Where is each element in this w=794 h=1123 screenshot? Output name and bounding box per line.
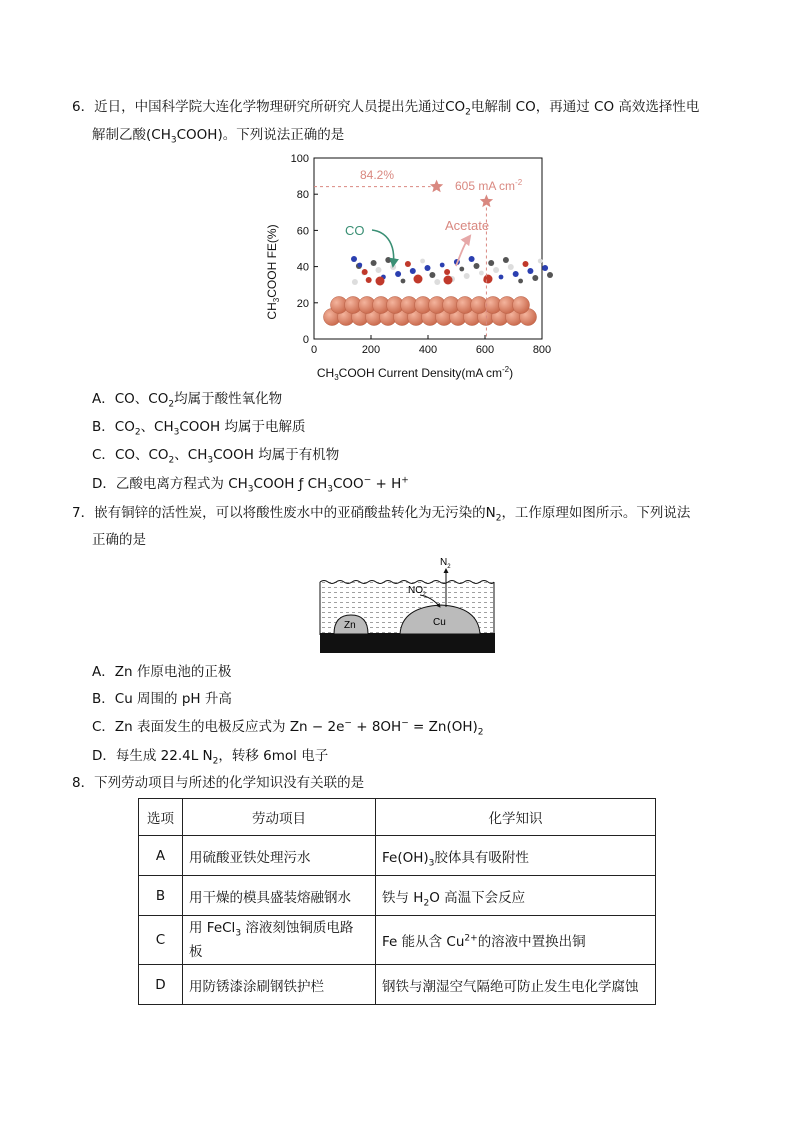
row-option: D	[139, 965, 183, 1005]
q7-option-a[interactable]	[92, 663, 231, 681]
no2-label: NO− 2	[408, 585, 427, 598]
oxygen-atom	[414, 275, 423, 284]
q7-option-d[interactable]	[92, 747, 328, 765]
row-knowledge: Fe 能从含 $Cu^{2+}$的溶液中置换出铜	[376, 916, 656, 965]
molecule-atom	[469, 256, 475, 262]
molecule-atom	[474, 263, 480, 269]
fe-chart	[260, 148, 560, 382]
q6-a-text: CO、CO	[114, 391, 169, 407]
molecule-atom	[366, 277, 372, 283]
q6-line2-b: )。下列说法正确的是	[217, 127, 345, 143]
oxygen-atom	[376, 277, 385, 286]
table-header-row	[139, 799, 656, 836]
table-row	[139, 916, 656, 965]
q7-b-text: B．Cu 周围的 pH 升高	[92, 691, 232, 707]
q6-d-sub1: 3	[247, 484, 254, 495]
x-tick-label: 0	[310, 344, 318, 356]
q6-d-text-c: COO	[333, 476, 364, 492]
header-knowledge: 化学知识	[376, 799, 656, 836]
table-row	[139, 876, 656, 916]
q6-d-text: 乙酸电离方程式为 CH	[115, 476, 248, 492]
molecule-atom	[352, 279, 358, 285]
y-tick-label: 100	[290, 153, 309, 165]
molecule-atom	[488, 260, 494, 266]
q8-text: 下列劳动项目与所述的化学知识没有关联的是	[94, 775, 365, 791]
row-knowledge: 铁与 $H_2O$ 高温下会反应	[376, 876, 656, 916]
density-label: 605 mA $cm^{-2}$	[455, 178, 523, 193]
q7-n2: N	[485, 505, 496, 521]
q7-option-c[interactable]	[92, 718, 484, 736]
molecule-atom	[464, 273, 470, 279]
molecule-atom	[371, 260, 377, 266]
molecule-atom	[523, 261, 529, 267]
molecule-atom	[503, 257, 509, 263]
row-option: C	[139, 916, 183, 965]
y-tick-label: 20	[296, 297, 309, 310]
x-tick-label: 200	[361, 344, 381, 356]
q6-b-label: B．	[92, 419, 115, 435]
molecule-atom	[385, 257, 391, 263]
y-tick-label: 60	[296, 225, 309, 238]
acetate-arrow	[456, 236, 470, 266]
molecule-atom	[351, 256, 357, 262]
q6-formula-b: COOH	[176, 127, 218, 143]
acetate-label: Acetate	[445, 218, 490, 233]
q6-c-text-c: COOH 均属于有机物	[213, 447, 340, 463]
q6-co2-sub: 2	[465, 107, 471, 118]
q6-d-text-b: COOH ƒ CH	[253, 476, 328, 492]
q6-option-d[interactable]	[92, 475, 409, 493]
q6-c-text-b: 、CH	[174, 447, 208, 463]
molecule-atom	[429, 272, 435, 278]
row-option: A	[139, 836, 183, 876]
q6-d-sup1: −	[363, 475, 372, 486]
molecule-atom	[542, 265, 548, 271]
row-knowledge: $Fe(OH)_3$胶体具有吸附性	[376, 836, 656, 876]
molecule-atom	[376, 267, 382, 273]
q7-c-text-c: = Zn	[408, 719, 447, 735]
q7-c-sup2: −	[401, 718, 409, 729]
co-label: CO	[345, 223, 365, 238]
q7-d-sub: 2	[212, 756, 219, 767]
q7-d-text-b: ，转移 6mol 电子	[218, 748, 329, 764]
q7-number: 7．	[72, 505, 95, 521]
q6-option-c[interactable]	[92, 446, 339, 464]
molecule-atom	[405, 261, 411, 267]
copper-atom	[513, 297, 530, 314]
cu-zn-carbon-diagram	[316, 555, 498, 655]
q6-d-sub2: 3	[327, 484, 333, 495]
q6-c-text: CO、CO	[114, 447, 169, 463]
q6-co2: CO	[445, 99, 466, 115]
molecule-atom	[425, 265, 431, 271]
molecule-atom	[357, 263, 362, 268]
q6-c-sub2: 3	[207, 455, 214, 466]
molecule-atom	[479, 271, 484, 276]
q6-text2: 电解制 CO，再通过 CO 高效选择性电	[470, 99, 700, 115]
q7-a-text: A．Zn 作原电池的正极	[92, 664, 232, 680]
q7-option-b[interactable]	[92, 690, 232, 708]
molecule-atom	[434, 279, 440, 285]
q6-formula-a: CH	[151, 127, 171, 143]
q6-a-label: A．	[92, 391, 115, 407]
data-point-star-1	[480, 194, 493, 207]
q6-b-text: CO	[114, 419, 135, 435]
row-task: 用干燥的模具盛装熔融钢水	[183, 876, 376, 916]
molecule-atom	[459, 267, 464, 272]
molecule-atom	[444, 269, 450, 275]
oxygen-atom	[444, 276, 453, 285]
q7-line2: 正确的是	[92, 532, 146, 548]
molecule-atom	[499, 275, 504, 280]
q7-c-sup1: −	[344, 718, 352, 729]
q7-stem-line2	[92, 531, 146, 549]
molecule-atom	[513, 271, 519, 277]
molecule-atom	[493, 267, 499, 273]
q6-d-label: D．	[92, 476, 116, 492]
y-tick-label: 40	[296, 261, 309, 274]
q6-d-sup2: +	[401, 475, 409, 486]
q7-c-text: C．Zn 表面发生的电极反应式为 Zn − 2e	[92, 719, 345, 735]
x-axis-label: $CH_3COOH$ Current Density(mA $cm^{-2}$)	[316, 365, 514, 382]
header-task: 劳动项目	[183, 799, 376, 836]
row-task: 用 FeCl$_3$ 溶液刻蚀铜质电路 板	[183, 916, 376, 965]
q8-number: 8．	[72, 775, 95, 791]
oxygen-atom	[484, 275, 493, 284]
q7-text2: ，工作原理如图所示。下列说法	[501, 505, 691, 521]
q6-a-text-b: 均属于酸性氧化物	[174, 391, 283, 407]
y-tick-label: 80	[296, 189, 309, 202]
molecule-atom	[532, 275, 538, 281]
header-option: 选项	[139, 799, 183, 836]
molecule-atom	[420, 259, 425, 264]
q6-d-text-d: + H	[371, 476, 402, 492]
q7-d-text: D．每生成 22.4L N	[92, 748, 213, 764]
molecule-atom	[395, 271, 401, 277]
q6-stem-line2	[92, 126, 344, 144]
molecule-atom	[547, 272, 553, 278]
q7-c-text-b: + 8OH	[351, 719, 402, 735]
q8-stem	[72, 774, 364, 792]
molecule-atom	[362, 269, 368, 275]
q8-table	[138, 798, 656, 1005]
q6-b-text-b: 、CH	[140, 419, 174, 435]
q7-c-sub: 2	[477, 727, 484, 738]
q7-text1: 嵌有铜锌的活性炭，可以将酸性废水中的亚硝酸盐转化为无污染的	[94, 505, 486, 521]
q6-b-sub1: 2	[134, 427, 141, 438]
q6-number: 6．	[72, 99, 95, 115]
molecule-atom	[518, 279, 523, 284]
q6-c-sub1: 2	[168, 455, 175, 466]
row-task: 用防锈漆涂刷钢铁护栏	[183, 965, 376, 1005]
q6-line2-a: 解制乙酸(	[92, 127, 152, 143]
q6-a-sub: 2	[168, 399, 175, 410]
molecule-atom	[410, 268, 416, 274]
fe-label: 84.2%	[360, 168, 395, 182]
q6-formula-sub: 3	[170, 135, 177, 146]
molecule-atom	[440, 263, 445, 268]
n2-label: $N_2$	[440, 557, 451, 570]
table-row	[139, 965, 656, 1005]
table-row	[139, 836, 656, 876]
x-tick-label: 600	[475, 344, 495, 356]
q6-stem-line1	[72, 98, 699, 116]
data-point-star-0	[430, 180, 443, 193]
row-option: B	[139, 876, 183, 916]
copper-surface-illustration	[324, 256, 554, 326]
molecule-atom	[527, 268, 533, 274]
y-axis-label: $CH_3COOH$ FE(%)	[265, 224, 281, 320]
y-tick-label: 0	[302, 334, 309, 346]
q6-option-b[interactable]	[92, 418, 306, 436]
q7-c-text-d: (OH)	[446, 719, 478, 735]
q6-b-text-c: COOH 均属于电解质	[179, 419, 306, 435]
molecule-atom	[401, 279, 406, 284]
molecule-atom	[538, 259, 543, 264]
q6-c-label: C．	[92, 447, 115, 463]
row-task: 用硫酸亚铁处理污水	[183, 836, 376, 876]
q6-text1: 近日，中国科学院大连化学物理研究所研究人员提出先通过	[94, 99, 446, 115]
q6-option-a[interactable]	[92, 390, 282, 408]
q7-n2-sub: 2	[495, 513, 502, 524]
x-tick-label: 800	[532, 344, 552, 356]
x-tick-label: 400	[418, 344, 438, 356]
carbon-base	[320, 633, 495, 653]
q7-stem-line1	[72, 504, 690, 522]
cu-label: Cu	[433, 617, 446, 628]
molecule-atom	[508, 264, 514, 270]
row-knowledge: 钢铁与潮湿空气隔绝可防止发生电化学腐蚀	[376, 965, 656, 1005]
q6-b-sub2: 3	[173, 427, 180, 438]
zn-label: Zn	[344, 620, 356, 631]
